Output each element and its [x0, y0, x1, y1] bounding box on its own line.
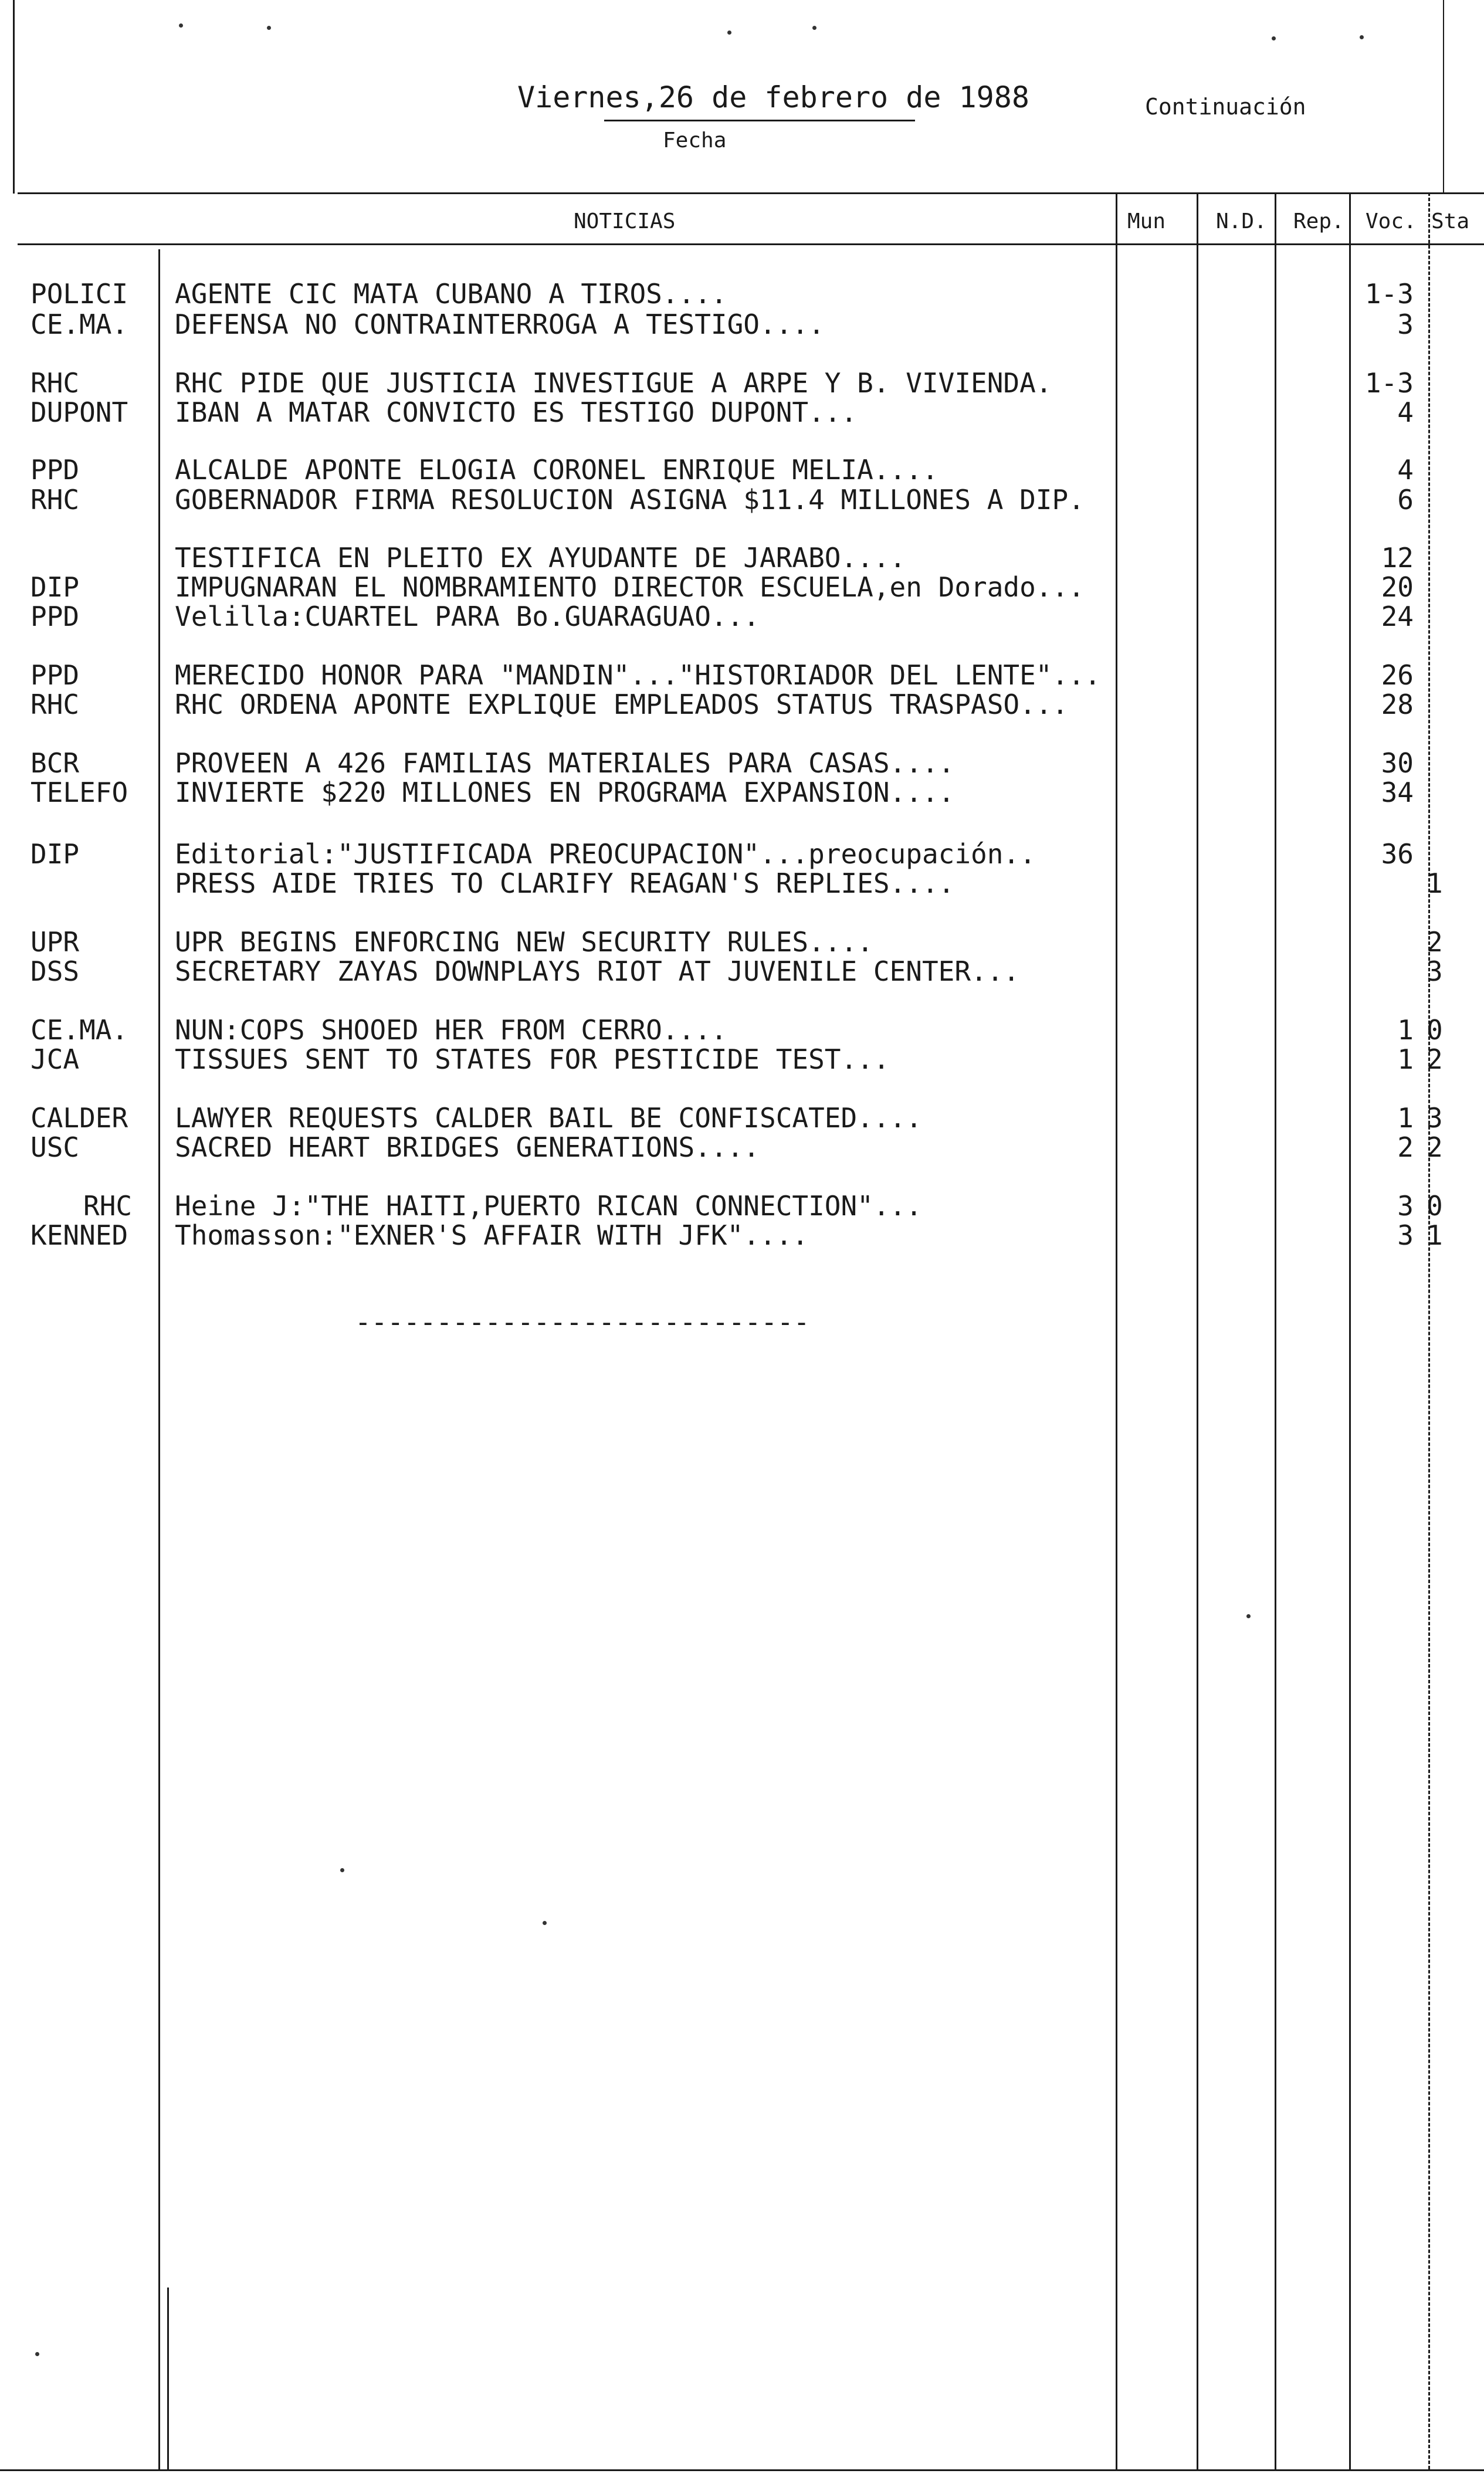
scan-speck	[340, 1868, 344, 1872]
right-page-border	[1443, 0, 1444, 194]
scan-speck	[35, 2352, 39, 2356]
rep-column-rule	[1275, 192, 1276, 2469]
scan-speck	[727, 31, 731, 35]
row-voc: 2	[1397, 1131, 1414, 1163]
row-voc: 3	[1397, 1190, 1414, 1222]
table-bottom-border	[0, 2469, 1484, 2471]
scan-speck	[1272, 36, 1276, 40]
row-voc: 36	[1381, 838, 1414, 870]
sta-column-rule	[1428, 192, 1430, 2469]
row-code: RHC	[83, 1190, 133, 1222]
row-code: DSS	[31, 955, 80, 987]
row-voc: 1	[1397, 1102, 1414, 1134]
row-voc: 26	[1381, 659, 1414, 691]
row-headline: SECRETARY ZAYAS DOWNPLAYS RIOT AT JUVENILE CENTER...	[175, 955, 1020, 987]
row-voc: 3	[1397, 1219, 1414, 1251]
row-code: PPD	[31, 601, 80, 632]
row-headline: SACRED HEART BRIDGES GENERATIONS....	[175, 1131, 760, 1163]
left-page-border	[13, 0, 15, 194]
row-code: PPD	[31, 454, 80, 486]
row-sta: 3	[1427, 1102, 1443, 1134]
row-code: CE.MA.	[31, 309, 128, 340]
row-headline: GOBERNADOR FIRMA RESOLUCION ASIGNA $11.4 MILLONES A DIP.	[175, 484, 1085, 516]
column-header-noticias: NOTICIAS	[574, 209, 676, 233]
row-headline: DEFENSA NO CONTRAINTERROGA A TESTIGO....	[175, 309, 825, 340]
row-code: UPR	[31, 926, 80, 958]
column-header-sta: Sta	[1431, 209, 1470, 233]
column-header-nd: N.D.	[1216, 209, 1267, 233]
nd-column-rule	[1197, 192, 1198, 2469]
scan-speck	[267, 26, 271, 30]
row-headline: Heine J:"THE HAITI,PUERTO RICAN CONNECTION"...	[175, 1190, 922, 1222]
row-code: TELEFO	[31, 777, 128, 808]
row-voc: 34	[1381, 777, 1414, 808]
row-headline: IBAN A MATAR CONVICTO ES TESTIGO DUPONT...	[175, 397, 858, 428]
row-headline: RHC ORDENA APONTE EXPLIQUE EMPLEADOS STATUS TRASPASO...	[175, 689, 1069, 720]
row-voc: 30	[1381, 747, 1414, 779]
row-headline: TISSUES SENT TO STATES FOR PESTICIDE TEST...	[175, 1043, 890, 1075]
row-voc: 20	[1381, 571, 1414, 603]
row-code: PPD	[31, 659, 80, 691]
scan-speck	[1360, 35, 1364, 39]
row-code: BCR	[31, 747, 80, 779]
table-header-bottom-border	[18, 243, 1484, 245]
row-headline: MERECIDO HONOR PARA "MANDIN"..."HISTORIADOR DEL LENTE"...	[175, 659, 1101, 691]
row-sta: 2	[1427, 1043, 1443, 1075]
row-voc: 3	[1397, 309, 1414, 340]
row-voc: 4	[1397, 397, 1414, 428]
code-column-rule-inner	[167, 2288, 169, 2469]
date-text: Viernes,26 de febrero de 1988	[517, 80, 1029, 114]
row-voc: 1-3	[1364, 278, 1414, 310]
row-code: KENNED	[31, 1219, 128, 1251]
row-code: DUPONT	[31, 397, 128, 428]
row-headline: RHC PIDE QUE JUSTICIA INVESTIGUE A ARPE Y B. VIVIENDA.	[175, 367, 1052, 399]
row-sta: 1	[1427, 867, 1443, 899]
row-headline: PRESS AIDE TRIES TO CLARIFY REAGAN'S REPLIES....	[175, 867, 955, 899]
row-voc: 1	[1397, 1043, 1414, 1075]
row-headline: INVIERTE $220 MILLONES EN PROGRAMA EXPANSION....	[175, 777, 955, 808]
row-headline: PROVEEN A 426 FAMILIAS MATERIALES PARA CASAS....	[175, 747, 955, 779]
end-separator: ----------------------------	[355, 1306, 810, 1338]
scan-speck	[543, 1921, 547, 1925]
row-code: CE.MA.	[31, 1014, 128, 1046]
date-label: Fecha	[663, 128, 727, 153]
row-voc: 12	[1381, 542, 1414, 574]
column-header-rep: Rep.	[1293, 209, 1344, 233]
column-header-mun: Mun	[1127, 209, 1166, 233]
row-headline: LAWYER REQUESTS CALDER BAIL BE CONFISCATED....	[175, 1102, 922, 1134]
row-sta: 0	[1427, 1014, 1443, 1046]
row-sta: 3	[1427, 955, 1443, 987]
row-voc: 6	[1397, 484, 1414, 516]
scan-speck	[1246, 1614, 1251, 1618]
row-sta: 0	[1427, 1190, 1443, 1222]
row-code: POLICI	[31, 278, 128, 310]
row-headline: Editorial:"JUSTIFICADA PREOCUPACION"...preocupación..	[175, 838, 1036, 870]
row-headline: UPR BEGINS ENFORCING NEW SECURITY RULES....	[175, 926, 873, 958]
mun-column-rule	[1116, 192, 1117, 2469]
row-code: CALDER	[31, 1102, 128, 1134]
row-voc: 4	[1397, 454, 1414, 486]
scan-speck	[812, 26, 816, 30]
column-header-voc: Voc.	[1366, 209, 1417, 233]
row-headline: NUN:COPS SHOOED HER FROM CERRO....	[175, 1014, 727, 1046]
scan-speck	[179, 23, 183, 28]
row-voc: 24	[1381, 601, 1414, 632]
date-underline	[604, 120, 915, 121]
row-code: RHC	[31, 689, 80, 720]
row-headline: Thomasson:"EXNER'S AFFAIR WITH JFK"....	[175, 1219, 809, 1251]
row-voc: 1-3	[1364, 367, 1414, 399]
row-headline: ALCALDE APONTE ELOGIA CORONEL ENRIQUE MELIA....	[175, 454, 938, 486]
continuation-label: Continuación	[1145, 94, 1306, 120]
row-headline: TESTIFICA EN PLEITO EX AYUDANTE DE JARABO....	[175, 542, 906, 574]
row-sta: 2	[1427, 926, 1443, 958]
row-code: USC	[31, 1131, 80, 1163]
row-headline: IMPUGNARAN EL NOMBRAMIENTO DIRECTOR ESCUELA,en Dorado...	[175, 571, 1085, 603]
row-voc: 1	[1397, 1014, 1414, 1046]
row-headline: AGENTE CIC MATA CUBANO A TIROS....	[175, 278, 727, 310]
table-top-border	[18, 192, 1484, 194]
row-headline: Velilla:CUARTEL PARA Bo.GUARAGUAO...	[175, 601, 760, 632]
row-code: DIP	[31, 571, 80, 603]
row-voc: 28	[1381, 689, 1414, 720]
row-code: RHC	[31, 367, 80, 399]
row-code: DIP	[31, 838, 80, 870]
row-sta: 1	[1427, 1219, 1443, 1251]
row-code: RHC	[31, 484, 80, 516]
code-column-rule	[158, 249, 160, 2469]
voc-column-rule	[1349, 192, 1351, 2469]
row-sta: 2	[1427, 1131, 1443, 1163]
row-code: JCA	[31, 1043, 80, 1075]
